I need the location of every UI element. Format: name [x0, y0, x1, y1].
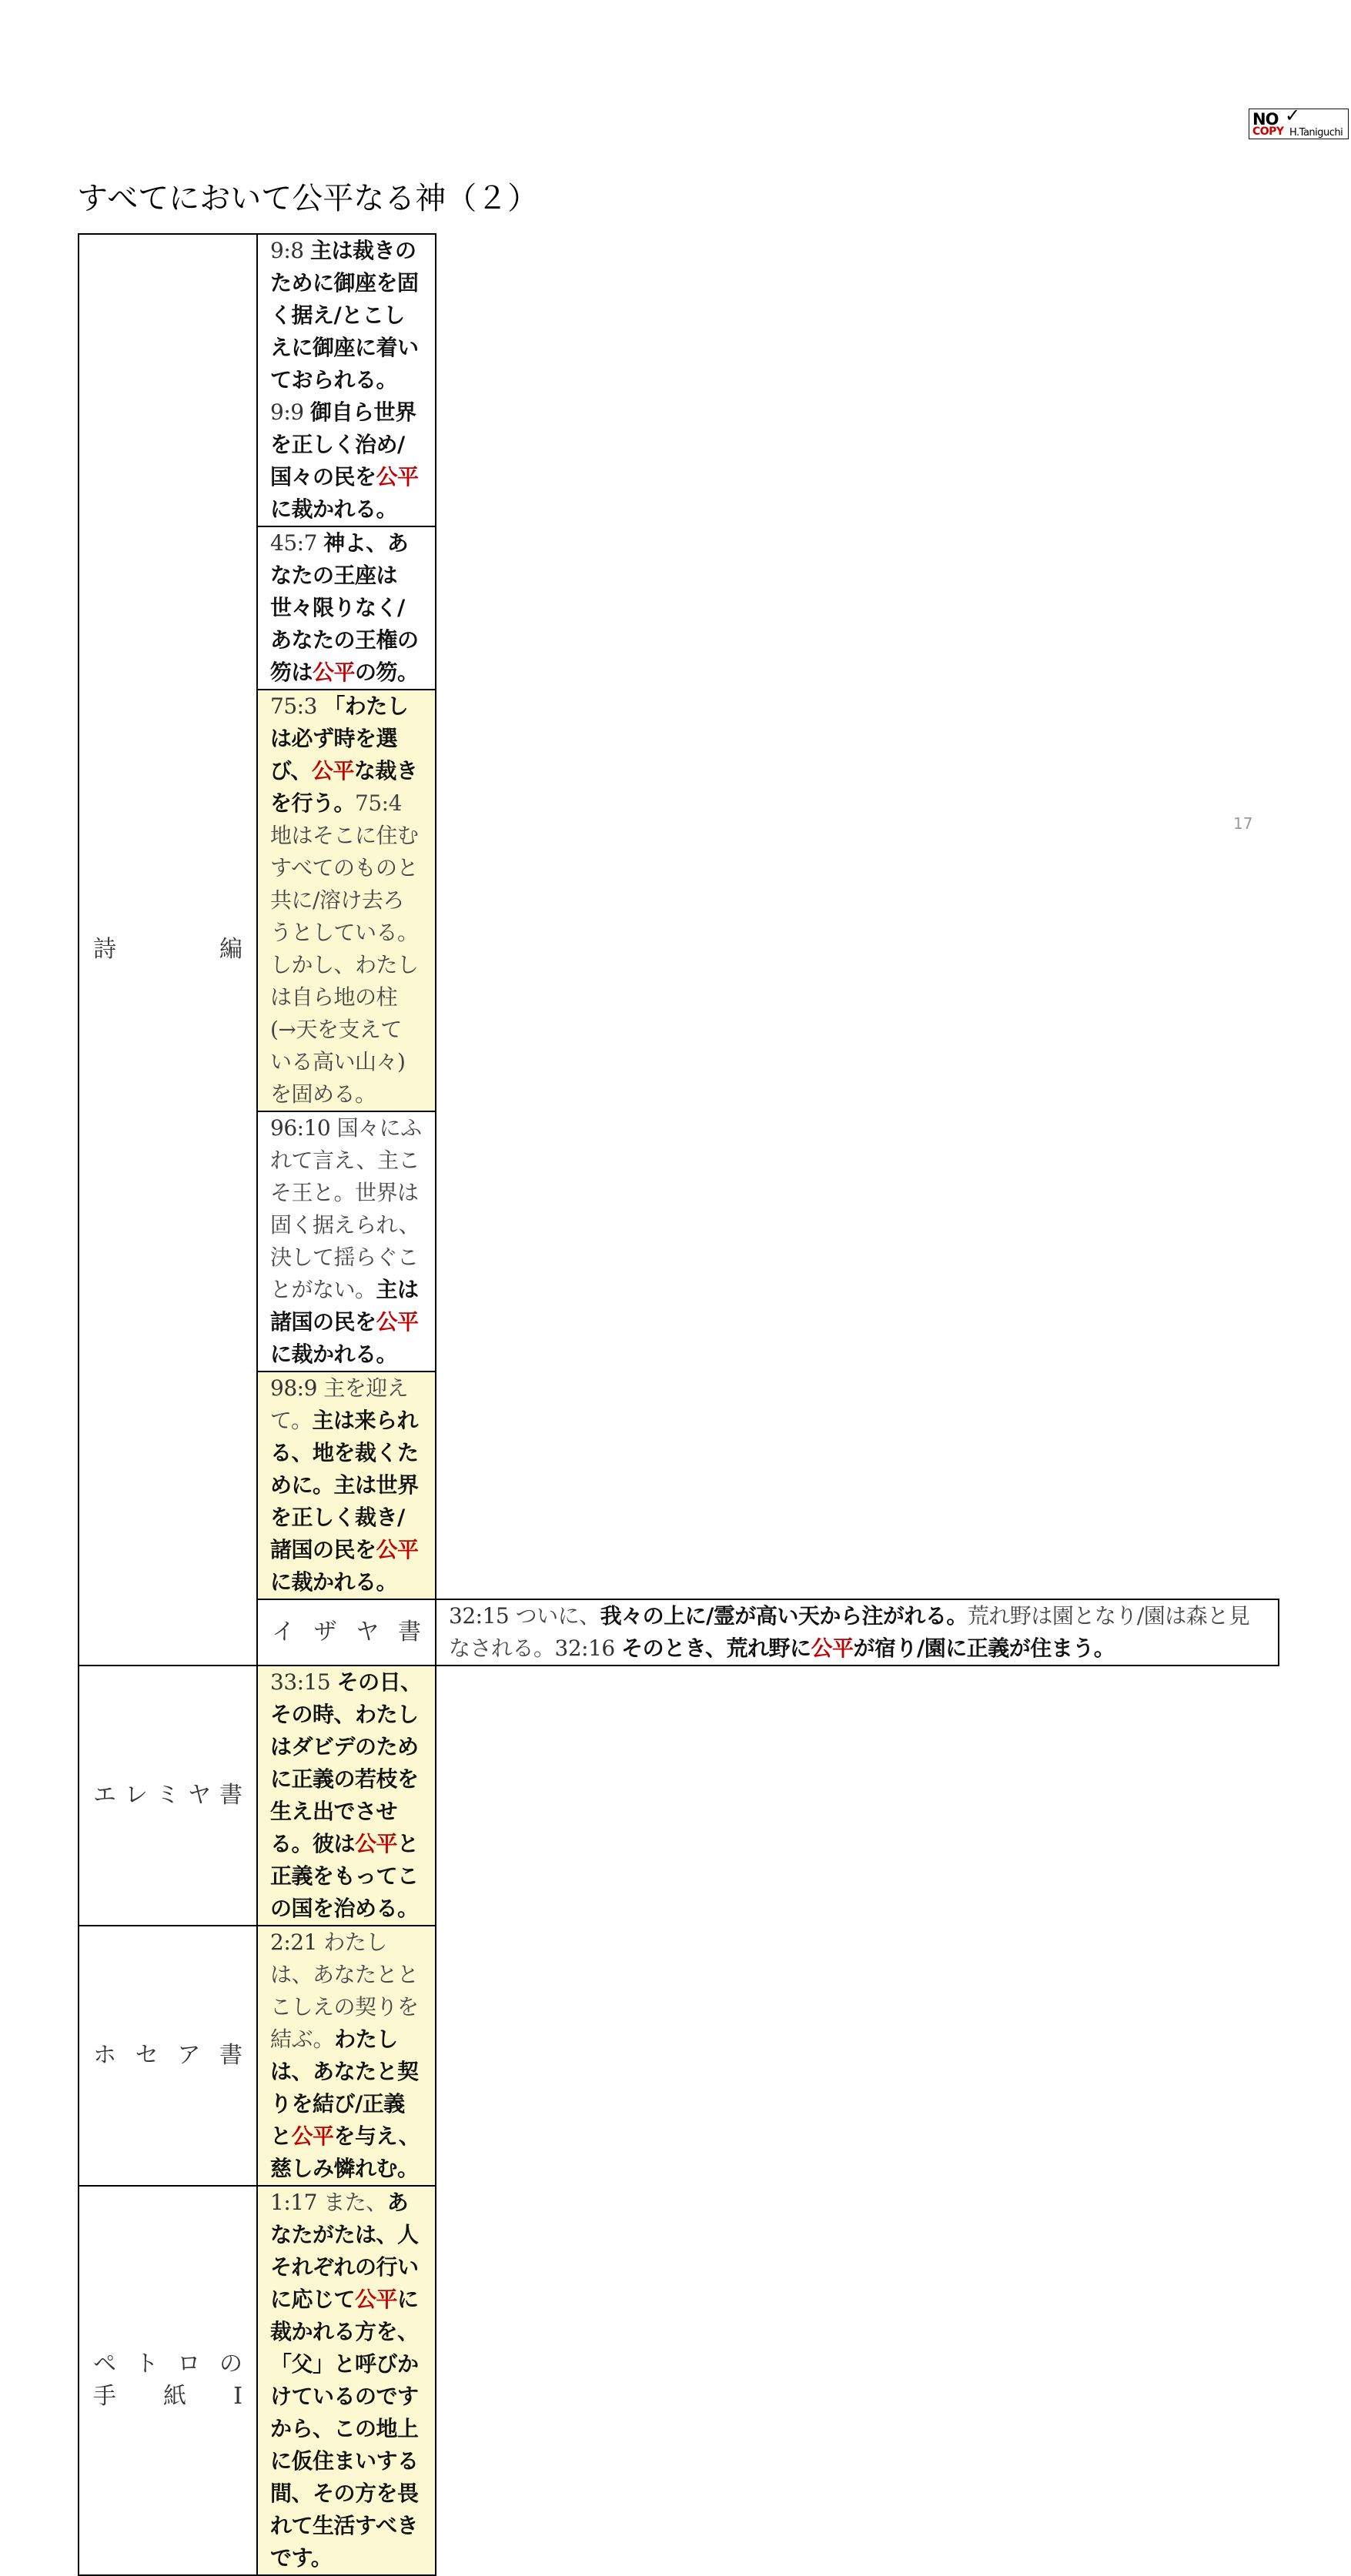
logo-no: NO: [1252, 110, 1279, 129]
table-row: [79, 1599, 1279, 1666]
verse-text: を与え、慈しみ憐れむ。: [270, 2123, 420, 2181]
verse-text: が宿り/園に正義が住まう。: [853, 1635, 1115, 1661]
verse-text: その日、その時、わたしはダビデのために正義の若枝を生え出でさせる。彼は: [270, 1669, 422, 1856]
table-row: [79, 1666, 1279, 1926]
verse-text: に裁かれる。: [270, 1569, 398, 1595]
table-row: [79, 690, 1279, 1111]
table-row: [79, 234, 1279, 526]
verse-table: [78, 233, 1279, 2576]
verse-ref: 32:15: [449, 1603, 516, 1629]
verse-ref: 98:9: [270, 1375, 324, 1401]
verse-psalm-75: [257, 690, 436, 1111]
verse-text: な裁きを行う。: [270, 758, 418, 816]
verse-ref: 2:21: [270, 1929, 324, 1955]
verse-text: の笏。: [355, 660, 419, 685]
verse-text: あなたがたは、人それぞれの行いに応じて: [270, 2190, 419, 2312]
verse-ref: 45:7: [270, 530, 324, 556]
no-copy-logo: [1249, 105, 1349, 139]
verse-ref: 96:10: [270, 1115, 337, 1141]
book-line: 手紙Ⅰ: [93, 2383, 242, 2410]
verse-text: 主は来られる、地を裁くために。主は世界を正しく裁き/諸国の民を: [270, 1408, 419, 1562]
verse-text: 御自ら世界を正しく治め/国々の民を: [270, 399, 416, 489]
table-row: [79, 1926, 1279, 2186]
verse-ref: 9:9: [270, 399, 310, 425]
book-psalms: 詩編: [79, 234, 257, 1666]
keyword-fairness: 公平: [376, 464, 419, 489]
book-hosea: ホセア書: [79, 1926, 257, 2186]
keyword-fairness: 公平: [355, 1831, 398, 1856]
verse-ref: 32:16: [554, 1635, 622, 1661]
table-row: [79, 2186, 1279, 2575]
verse-text: に裁かれる。: [270, 1341, 398, 1367]
verse-text: わたしは、あなたととこしえの契りを結ぶ。: [270, 1929, 419, 2052]
verse-text: に裁かれる。: [270, 496, 398, 522]
verse-1-peter-1: [257, 2186, 436, 2575]
verse-text: 国々にふれて言え、主こそ王と。世界は固く据えられ、決して揺らぐことがない。: [270, 1115, 422, 1302]
verse-text: 75:4 地はそこに住むすべてのものと共に/溶け去ろうとしている。しかし、わたしは自ら地の柱(→天を支えている高い山々)を固める。: [270, 790, 419, 1107]
verse-hosea-2: [257, 1926, 436, 2186]
book-line: ペトロの: [93, 2350, 242, 2377]
verse-text: 荒れ野は園となり/園は森と見なされる。: [449, 1603, 1250, 1661]
verse-psalm-9: [257, 234, 436, 526]
book-1-peter: [79, 2186, 257, 2575]
keyword-fairness: 公平: [376, 1537, 419, 1562]
keyword-fairness: 公平: [311, 758, 354, 783]
verse-text: また、: [323, 2190, 387, 2215]
table-row: [79, 1372, 1279, 1599]
verse-text: 我々の上に/霊が高い天から注がれる。: [600, 1603, 968, 1629]
checkmark-icon: ✓: [1285, 105, 1301, 126]
logo-copy: COPY: [1252, 125, 1284, 138]
keyword-fairness: 公平: [355, 2287, 398, 2312]
book-isaiah: イザヤ書: [257, 1599, 436, 1666]
keyword-fairness: 公平: [376, 1309, 419, 1335]
page-number: 17: [1233, 814, 1253, 833]
verse-text: 主は諸国の民を: [270, 1277, 419, 1335]
keyword-fairness: 公平: [811, 1635, 854, 1661]
verse-text: と正義をもってこの国を治める。: [270, 1831, 419, 1921]
verse-ref: 1:17: [270, 2190, 324, 2215]
table-row: [79, 526, 1279, 690]
verse-text: 神よ、あなたの王座は世々限りなく/あなたの王権の笏は: [270, 530, 419, 685]
verse-ref: 75:3: [270, 693, 324, 719]
verse-text: 主は裁きのために御座を固く据え/とこしえに御座に着いておられる。: [270, 238, 419, 393]
verse-psalm-98: [257, 1372, 436, 1599]
logo-author: H.Taniguchi: [1289, 127, 1343, 139]
verse-jeremiah-33: [257, 1666, 436, 1926]
verse-text: に裁かれる方を、「父」と呼びかけているのですから、この地上に仮住まいする間、その方を畏れて生活すべきです。: [270, 2287, 419, 2571]
verse-psalm-45: [257, 526, 436, 690]
page-title: すべてにおいて公平なる神（２）: [77, 181, 539, 216]
table-row: [79, 1111, 1279, 1372]
verse-text: そのとき、荒れ野に: [621, 1635, 811, 1661]
verse-text: 主を迎えて。: [270, 1375, 409, 1433]
keyword-fairness: 公平: [313, 660, 356, 685]
verse-text: ついに、: [515, 1603, 600, 1629]
keyword-fairness: 公平: [291, 2123, 334, 2149]
verse-text: わたしは、あなたと契りを結び/正義と: [270, 2026, 419, 2149]
verse-isaiah-32: [436, 1599, 1279, 1666]
verse-psalm-96: [257, 1111, 436, 1372]
verse-ref: 33:15: [270, 1669, 337, 1695]
verse-ref: 9:8: [270, 238, 310, 263]
verse-text: 「わたしは必ず時を選び、: [270, 693, 409, 783]
book-jeremiah: エレミヤ書: [79, 1666, 257, 1926]
